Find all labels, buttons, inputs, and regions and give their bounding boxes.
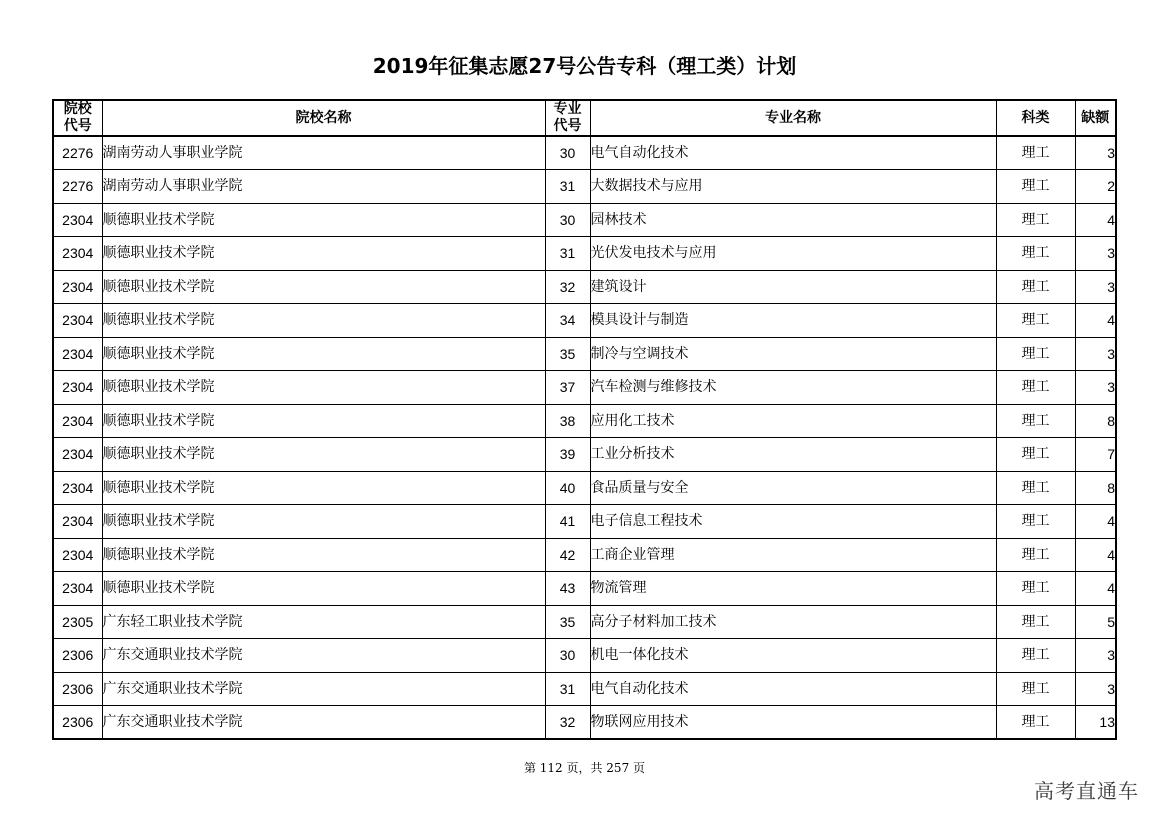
cell-major-code: 39 [545, 438, 590, 472]
cell-quota: 3 [1075, 136, 1116, 170]
cell-major-code: 38 [545, 404, 590, 438]
cell-school-code: 2304 [53, 404, 102, 438]
cell-school-name: 顺德职业技术学院 [102, 505, 545, 539]
plan-table [52, 99, 1117, 740]
table-row [53, 605, 1116, 639]
cell-school-name: 顺德职业技术学院 [102, 270, 545, 304]
cell-school-code: 2304 [53, 505, 102, 539]
cell-school-code: 2304 [53, 270, 102, 304]
table-body [53, 136, 1116, 739]
header-major-code [545, 100, 590, 136]
cell-major-code: 31 [545, 170, 590, 204]
cell-category: 理工 [996, 572, 1075, 606]
cell-school-name: 顺德职业技术学院 [102, 237, 545, 271]
cell-school-name: 顺德职业技术学院 [102, 404, 545, 438]
cell-school-code: 2304 [53, 471, 102, 505]
cell-major-name: 制冷与空调技术 [590, 337, 996, 371]
cell-major-name: 物联网应用技术 [590, 706, 996, 740]
cell-quota: 3 [1075, 672, 1116, 706]
cell-school-name: 顺德职业技术学院 [102, 572, 545, 606]
cell-major-code: 41 [545, 505, 590, 539]
cell-school-code: 2304 [53, 371, 102, 405]
cell-school-name: 顺德职业技术学院 [102, 304, 545, 338]
cell-category: 理工 [996, 237, 1075, 271]
cell-quota: 3 [1075, 639, 1116, 673]
cell-major-name: 汽车检测与维修技术 [590, 371, 996, 405]
cell-category: 理工 [996, 538, 1075, 572]
cell-quota: 8 [1075, 471, 1116, 505]
table-row [53, 203, 1116, 237]
cell-major-name: 大数据技术与应用 [590, 170, 996, 204]
cell-major-code: 42 [545, 538, 590, 572]
table-row [53, 639, 1116, 673]
cell-major-name: 电气自动化技术 [590, 136, 996, 170]
cell-school-code: 2304 [53, 538, 102, 572]
cell-school-name: 顺德职业技术学院 [102, 471, 545, 505]
cell-category: 理工 [996, 672, 1075, 706]
cell-quota: 4 [1075, 203, 1116, 237]
cell-school-name: 顺德职业技术学院 [102, 438, 545, 472]
cell-quota: 8 [1075, 404, 1116, 438]
table-row [53, 572, 1116, 606]
cell-category: 理工 [996, 371, 1075, 405]
table-row [53, 170, 1116, 204]
watermark-logo-text: 高考直通车 [1034, 779, 1139, 803]
table-row [53, 270, 1116, 304]
cell-school-name: 顺德职业技术学院 [102, 371, 545, 405]
cell-major-name: 建筑设计 [590, 270, 996, 304]
cell-major-code: 32 [545, 706, 590, 740]
page-number: 第 112 页，共 257 页 [523, 761, 646, 775]
header-school-code [53, 100, 102, 136]
cell-quota: 3 [1075, 237, 1116, 271]
cell-major-name: 光伏发电技术与应用 [590, 237, 996, 271]
cell-school-name: 广东轻工职业技术学院 [102, 605, 545, 639]
cell-school-code: 2304 [53, 337, 102, 371]
cell-major-name: 电子信息工程技术 [590, 505, 996, 539]
cell-category: 理工 [996, 438, 1075, 472]
cell-category: 理工 [996, 404, 1075, 438]
table-row [53, 404, 1116, 438]
table-row [53, 304, 1116, 338]
cell-category: 理工 [996, 706, 1075, 740]
header-school-code-line2: 代号 [63, 118, 92, 134]
cell-major-code: 37 [545, 371, 590, 405]
page-title: 2019年征集志愿27号公告专科（理工类）计划 [372, 54, 797, 78]
table-row [53, 237, 1116, 271]
cell-school-name: 广东交通职业技术学院 [102, 639, 545, 673]
header-major-name: 专业名称 [590, 100, 996, 136]
cell-category: 理工 [996, 505, 1075, 539]
cell-quota: 2 [1075, 170, 1116, 204]
table-header-row [53, 100, 1116, 136]
cell-category: 理工 [996, 136, 1075, 170]
cell-major-name: 食品质量与安全 [590, 471, 996, 505]
cell-major-name: 园林技术 [590, 203, 996, 237]
cell-major-code: 30 [545, 203, 590, 237]
cell-school-code: 2276 [53, 136, 102, 170]
cell-school-code: 2304 [53, 438, 102, 472]
cell-quota: 3 [1075, 371, 1116, 405]
header-quota: 缺额 [1075, 100, 1116, 136]
cell-school-name: 顺德职业技术学院 [102, 538, 545, 572]
table-row [53, 706, 1116, 740]
cell-quota: 4 [1075, 538, 1116, 572]
table-row [53, 136, 1116, 170]
cell-major-code: 30 [545, 136, 590, 170]
cell-school-code: 2306 [53, 672, 102, 706]
cell-major-name: 物流管理 [590, 572, 996, 606]
cell-major-name: 电气自动化技术 [590, 672, 996, 706]
cell-school-name: 广东交通职业技术学院 [102, 672, 545, 706]
cell-category: 理工 [996, 337, 1075, 371]
cell-quota: 13 [1075, 706, 1116, 740]
header-school-code-line1: 院校 [63, 101, 92, 117]
cell-school-name: 湖南劳动人事职业学院 [102, 170, 545, 204]
cell-school-name: 广东交通职业技术学院 [102, 706, 545, 740]
cell-quota: 4 [1075, 505, 1116, 539]
cell-major-name: 模具设计与制造 [590, 304, 996, 338]
cell-quota: 7 [1075, 438, 1116, 472]
cell-major-code: 40 [545, 471, 590, 505]
cell-school-code: 2304 [53, 203, 102, 237]
cell-major-code: 35 [545, 337, 590, 371]
table-row [53, 337, 1116, 371]
cell-school-code: 2306 [53, 639, 102, 673]
cell-major-code: 43 [545, 572, 590, 606]
header-school-name: 院校名称 [102, 100, 545, 136]
cell-major-code: 31 [545, 672, 590, 706]
cell-major-name: 高分子材料加工技术 [590, 605, 996, 639]
cell-category: 理工 [996, 304, 1075, 338]
cell-school-code: 2306 [53, 706, 102, 740]
cell-school-code: 2304 [53, 304, 102, 338]
cell-category: 理工 [996, 471, 1075, 505]
table-row [53, 471, 1116, 505]
table-row [53, 505, 1116, 539]
cell-quota: 5 [1075, 605, 1116, 639]
cell-school-name: 湖南劳动人事职业学院 [102, 136, 545, 170]
cell-category: 理工 [996, 639, 1075, 673]
cell-quota: 4 [1075, 572, 1116, 606]
cell-major-name: 机电一体化技术 [590, 639, 996, 673]
cell-quota: 4 [1075, 304, 1116, 338]
table-row [53, 371, 1116, 405]
cell-category: 理工 [996, 203, 1075, 237]
table-row [53, 538, 1116, 572]
cell-school-name: 顺德职业技术学院 [102, 203, 545, 237]
cell-school-code: 2276 [53, 170, 102, 204]
cell-category: 理工 [996, 170, 1075, 204]
cell-school-name: 顺德职业技术学院 [102, 337, 545, 371]
cell-major-code: 30 [545, 639, 590, 673]
cell-school-code: 2304 [53, 237, 102, 271]
cell-major-name: 应用化工技术 [590, 404, 996, 438]
cell-school-code: 2304 [53, 572, 102, 606]
cell-school-code: 2305 [53, 605, 102, 639]
header-category: 科类 [996, 100, 1075, 136]
header-major-code-line1: 专业 [553, 101, 582, 117]
cell-major-code: 32 [545, 270, 590, 304]
cell-major-code: 31 [545, 237, 590, 271]
table-row [53, 438, 1116, 472]
cell-major-name: 工商企业管理 [590, 538, 996, 572]
table-row [53, 672, 1116, 706]
header-major-code-line2: 代号 [553, 118, 582, 134]
cell-quota: 3 [1075, 270, 1116, 304]
cell-major-code: 35 [545, 605, 590, 639]
cell-category: 理工 [996, 605, 1075, 639]
cell-quota: 3 [1075, 337, 1116, 371]
cell-category: 理工 [996, 270, 1075, 304]
cell-major-code: 34 [545, 304, 590, 338]
cell-major-name: 工业分析技术 [590, 438, 996, 472]
